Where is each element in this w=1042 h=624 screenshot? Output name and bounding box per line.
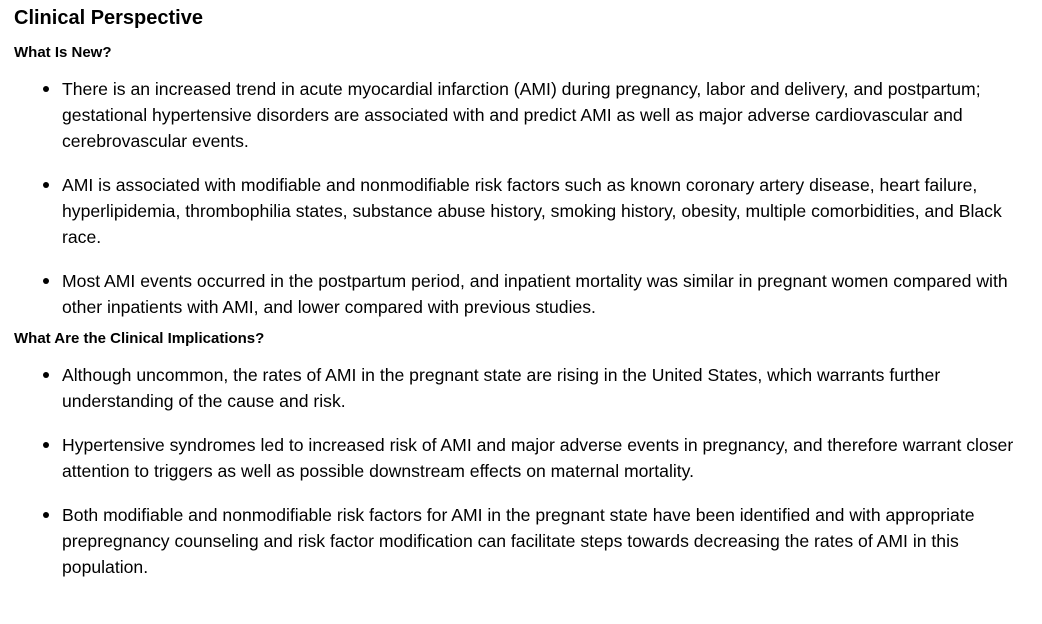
list-item <box>14 172 1028 250</box>
bullet-icon <box>43 442 49 448</box>
list-item <box>14 76 1028 154</box>
list-item <box>14 362 1028 414</box>
section-heading-clinical-implications: What Are the Clinical Implications? <box>14 330 265 347</box>
list-item <box>14 502 1028 580</box>
page-title: Clinical Perspective <box>14 7 203 29</box>
list-item-text: Most AMI events occurred in the postpartum period, and inpatient mortality was similar in pregnant women compared with other inpatients with AMI, and lower compared with previous studies. <box>62 271 1008 317</box>
bullet-icon <box>43 278 49 284</box>
bullet-icon <box>43 86 49 92</box>
bullet-icon <box>43 372 49 378</box>
bullet-icon <box>43 182 49 188</box>
list-item-text: Both modifiable and nonmodifiable risk factors for AMI in the pregnant state have been identified and with appropriate prepregnancy counseling and risk factor modification can facilitate steps towards decreasing the rates of AMI in this population. <box>62 505 975 577</box>
list-item-text: Although uncommon, the rates of AMI in the pregnant state are rising in the United States, which warrants further understanding of the cause and risk. <box>62 365 941 411</box>
list-item-text: AMI is associated with modifiable and nonmodifiable risk factors such as known coronary artery disease, heart failure, hyperlipidemia, thrombophilia states, substance abuse history, smoking history, obesity, multiple comorbidities, and Black race. <box>62 175 1002 247</box>
list-item-text: Hypertensive syndromes led to increased risk of AMI and major adverse events in pregnancy, and therefore warrant closer attention to triggers as well as possible downstream effects on maternal mortality. <box>62 435 1014 481</box>
section-heading-what-is-new: What Is New? <box>14 44 112 61</box>
what-is-new-list <box>14 76 1028 320</box>
list-item <box>14 432 1028 484</box>
list-item <box>14 268 1028 320</box>
bullet-icon <box>43 512 49 518</box>
list-item-text: There is an increased trend in acute myocardial infarction (AMI) during pregnancy, labor and delivery, and postpartum; gestational hypertensive disorders are associated with and predict AMI as well as major adverse cardiovascular and cerebrovascular events. <box>62 79 981 151</box>
clinical-implications-list <box>14 362 1028 580</box>
